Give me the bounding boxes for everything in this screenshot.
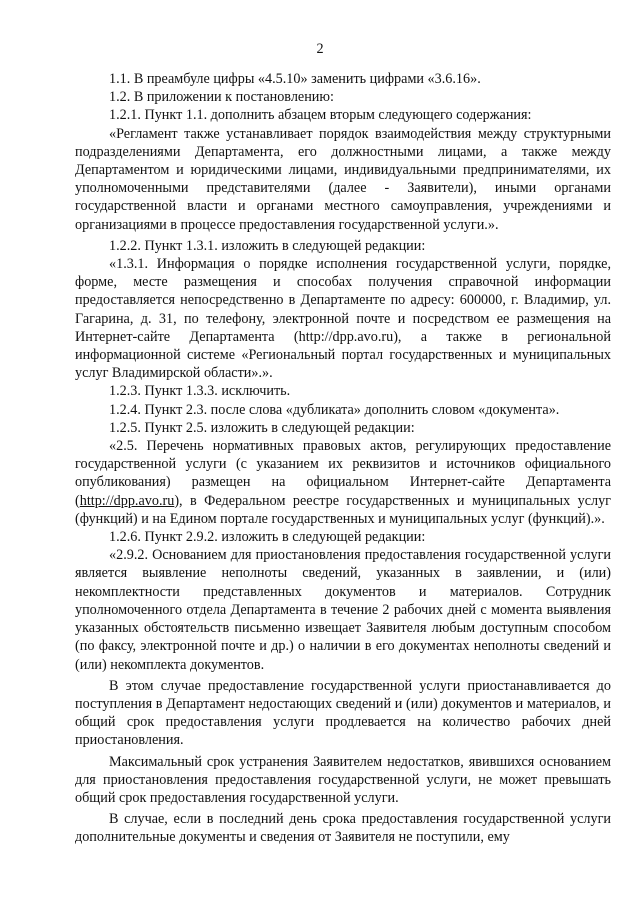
paragraph-1-2: 1.2. В приложении к постановлению: [109,89,334,106]
document-body [75,70,611,847]
paragraph-1-2-2: 1.2.2. Пункт 1.3.1. изложить в следующей редакции: [109,237,426,254]
paragraph-regulation-quote: «Регламент также устанавливает порядок взаимодействия между структурными подразделениями Департамента, его должностными лицами, а также между Департаментом и юридическими лицами, индивидуальными предпринимателями, их уполномоченными представителями (далее - Заявители), иными органами государственной власти и органами местного самоуправления, учреждениями и организациями в процессе предоставления государственной услуги.». [75,125,611,233]
paragraph-1-2-3: 1.2.3. Пункт 1.3.3. исключить. [109,383,291,400]
paragraph-1-1: 1.1. В преамбуле цифры «4.5.10» заменить цифрами «3.6.16». [109,71,481,87]
page-number: 2 [316,41,324,57]
paragraph-last-day: В случае, если в последний день срока предоставления государственной услуги дополнительные документы и сведения от Заявителя не поступили, ему [75,811,611,846]
paragraph-1-2-1: 1.2.1. Пункт 1.1. дополнить абзацем вторым следующего содержания: [109,107,532,124]
paragraph-suspension: В этом случае предоставление государственной услуги приостанавливается до поступления в Департамент недостающих сведений и (или) документов и материалов, и общий срок предоставления услуги продлевается на количество рабочих дней приостановления. [75,677,611,749]
paragraph-2-5-text-before: «2.5. Перечень нормативных правовых актов, регулирующих предоставление государственной услуги (с указанием их реквизитов и источников официального опубликования) размещен на официальном Интернет-сайте Департамента ( [75,438,611,509]
paragraph-2-5-quote [75,437,611,528]
paragraph-1-3-1-quote: «1.3.1. Информация о порядке исполнения государственной услуги, порядке, форме, месте размещения и способах получения справочной информации предоставляется непосредственно в Департаменте по адресу: 600000, г. Владимир, ул. Гагарина, д. 31, по телефону, электронной почте и посредством ее размещения на Интернет-сайте Департамента (http://dpp.avo.ru), а также в региональной информационной системе «Региональный портал государственных и муниципальных услуг Владимирской области».». [75,256,611,382]
paragraph-1-2-5: 1.2.5. Пункт 2.5. изложить в следующей редакции: [109,419,415,436]
paragraph-1-2-4: 1.2.4. Пункт 2.3. после слова «дубликата» дополнить словом «документа». [109,401,560,418]
paragraph-2-5-text-after: ), в Федеральном реестре государственных и муниципальных услуг (функций) и на Едином портале государственных и муниципальных услуг (функций).». [75,492,611,527]
paragraph-2-9-2-quote: «2.9.2. Основанием для приостановления предоставления государственной услуги является выявление неполноты сведений, указанных в заявлении, и (или) некомплектности представленных документов и материалов. Сотрудник уполномоченного отдела Департамента в течение 2 рабочих дней с момента выявления указанных обстоятельств письменно извещает Заявителя любым доступным способом (по факсу, электронной почте и др.) о наличии в его документах неполноты сведений и (или) некомплекта документов. [75,547,611,673]
department-website-link[interactable]: http://dpp.avo.ru [79,492,175,509]
paragraph-1-2-6: 1.2.6. Пункт 2.9.2. изложить в следующей редакции: [109,529,426,546]
paragraph-max-term: Максимальный срок устранения Заявителем недостатков, явившихся основанием для приостановления предоставления государственной услуги, не может превышать общий срок предоставления государственной услуги. [75,753,611,806]
